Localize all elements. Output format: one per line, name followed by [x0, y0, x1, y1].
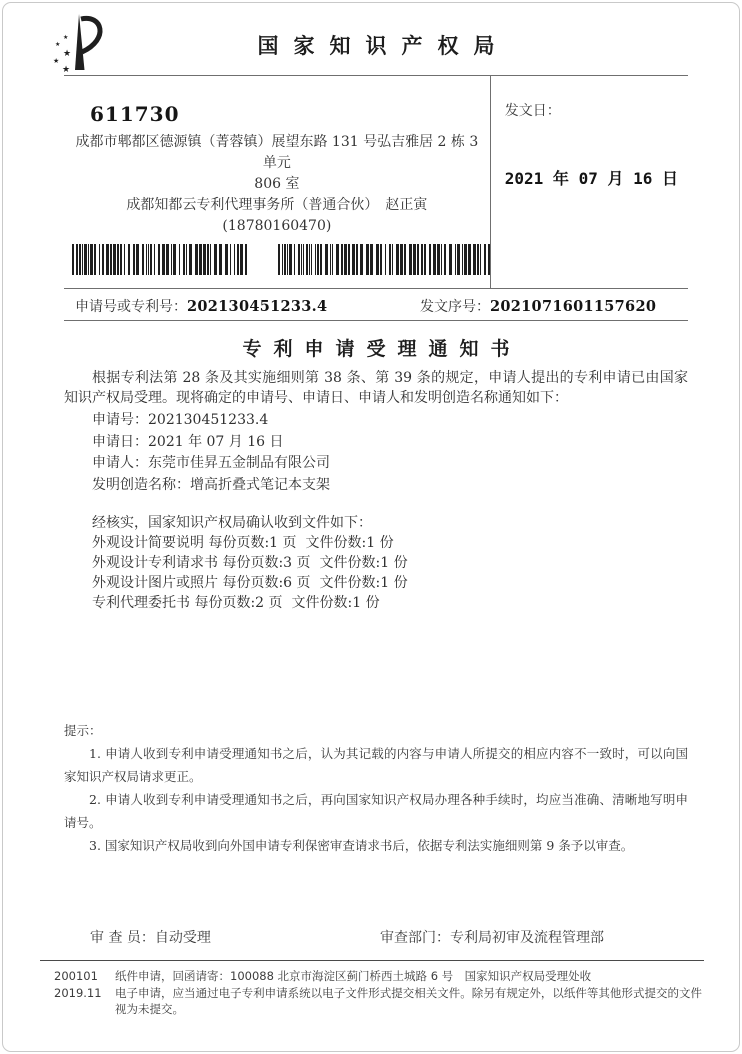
received-document-row — [92, 573, 688, 593]
pages-value: 3 页 — [283, 555, 311, 571]
dispatch-serial-value: 2021071601157620 — [490, 298, 657, 315]
copies-label: 文件份数: — [319, 555, 381, 571]
copies-label: 文件份数: — [291, 595, 353, 611]
notice-intro: 根据专利法第 28 条及其实施细则第 38 条、第 39 条的规定，申请人提出的专利申请已由国家知识产权局受理。现将确定的申请号、申请日、申请人和发明创造名称通知如下： — [64, 370, 688, 406]
field-label: 发明创造名称： — [92, 476, 190, 493]
dispatch-date-cell — [490, 76, 688, 288]
pages-value: 2 页 — [255, 595, 283, 611]
application-number-label: 申请号或专利号： — [75, 299, 187, 315]
hint-item-1: 1. 申请人收到专利申请受理通知书之后，认为其记载的内容与申请人所提交的相应内容不一致时，可以向国家知识产权局请求更正。 — [64, 746, 688, 784]
svg-text:★: ★ — [63, 34, 69, 41]
field-filing-date — [92, 432, 688, 454]
confirm-line: 经核实，国家知识产权局确认收到文件如下： — [92, 515, 372, 531]
hints-label: 提示： — [64, 723, 102, 738]
hint-item-2: 2. 申请人收到专利申请受理通知书之后，再向国家知识产权局办理各种手续时，均应当准确、清晰地写明申请号。 — [64, 792, 688, 830]
dispatch-serial-group — [420, 296, 656, 316]
postal-code: 611730 — [90, 102, 180, 126]
barcode-row — [72, 244, 490, 275]
svg-text:★: ★ — [55, 41, 61, 48]
barcode-left — [72, 244, 248, 275]
examiner-label: 审 查 员： — [90, 930, 155, 946]
recipient-cell — [64, 76, 490, 288]
svg-text:★: ★ — [62, 65, 71, 75]
application-number-value: 202130451233.4 — [187, 298, 328, 315]
application-number-row — [64, 289, 688, 321]
document-name: 专利代理委托书 — [92, 595, 190, 611]
electronic-filing-note: 电子申请，应当通过电子专利申请系统以电子文件形式提交相关文件。除另有规定外，以纸件等其他形式提交的文件视为未提交。 — [115, 985, 702, 1016]
department-value: 专利局初审及流程管理部 — [450, 930, 604, 946]
field-label: 申请号： — [92, 412, 148, 428]
received-document-row — [92, 553, 688, 573]
barcode-right — [278, 244, 490, 275]
agent-line: 成都知都云专利代理事务所（普通合伙） 赵正寅(18780160470) — [126, 197, 428, 234]
examiner-value: 自动受理 — [154, 930, 211, 946]
footer-rule — [40, 960, 704, 961]
field-value: 增高折叠式笔记本支架 — [190, 476, 330, 493]
dispatch-date-label: 发文日： — [504, 103, 561, 119]
application-number-group — [75, 296, 327, 316]
hint-item-3: 3. 国家知识产权局收到向外国申请专利保密审查请求书后，依据专利法实施细则第 9 条予以审查。 — [89, 838, 634, 853]
form-code: 200101 — [54, 969, 98, 983]
field-value: 东莞市佳昇五金制品有限公司 — [148, 455, 330, 471]
field-invention-title — [92, 475, 688, 497]
recipient-dispatch-table — [64, 76, 688, 289]
dispatch-serial-label: 发文序号： — [420, 299, 490, 315]
field-applicant — [92, 453, 688, 475]
cnipa-logo-icon — [50, 12, 112, 76]
document-header — [53, 0, 688, 75]
document-name: 外观设计图片或照片 — [92, 575, 218, 591]
footer-body — [54, 968, 702, 1018]
copies-value: 1 份 — [380, 555, 408, 571]
recipient-address — [64, 132, 490, 237]
copies-value: 1 份 — [352, 595, 380, 611]
pages-label: 每份页数: — [222, 555, 284, 571]
svg-text:★: ★ — [63, 49, 72, 59]
review-row — [64, 927, 688, 949]
pages-label: 每份页数: — [208, 535, 270, 551]
pages-label: 每份页数: — [222, 575, 284, 591]
field-label: 申请人： — [92, 455, 148, 471]
address-line-1: 成都市郫都区德源镇（菁蓉镇）展望东路 131 号弘吉雅居 2 栋 3 单元 — [75, 134, 479, 171]
copies-label: 文件份数: — [319, 575, 381, 591]
footer-section — [0, 960, 742, 1018]
document-name: 外观设计专利请求书 — [92, 555, 218, 571]
field-value: 202130451233.4 — [148, 412, 269, 428]
footer-text — [115, 968, 702, 1018]
notice-body — [64, 368, 688, 613]
department-group — [380, 927, 604, 947]
copies-label: 文件份数: — [305, 535, 367, 551]
department-label: 审查部门： — [380, 930, 450, 946]
field-value: 2021 年 07 月 16 日 — [148, 433, 284, 450]
copies-value: 1 份 — [380, 575, 408, 591]
dispatch-date-value: 2021 年 07 月 16 日 — [504, 169, 678, 188]
pages-value: 6 页 — [283, 575, 311, 591]
pages-value: 1 页 — [269, 535, 297, 551]
footer-codes — [54, 968, 115, 1018]
pages-label: 每份页数: — [194, 595, 256, 611]
copies-value: 1 份 — [366, 535, 394, 551]
svg-text:★: ★ — [53, 57, 60, 65]
document-name: 外观设计简要说明 — [92, 535, 204, 551]
notice-title: 专利申请受理通知书 — [242, 338, 522, 360]
address-line-2: 806 室 — [254, 176, 300, 192]
field-label: 申请日： — [92, 433, 148, 450]
form-version: 2019.11 — [54, 985, 102, 1000]
hints-section — [64, 719, 688, 857]
received-document-row — [92, 533, 688, 553]
examiner-group — [90, 927, 211, 947]
agency-title: 国家知识产权局 — [257, 33, 510, 58]
received-document-row — [92, 593, 688, 613]
field-application-number — [92, 410, 688, 432]
paper-filing-note: 纸件申请，回函请寄：100088 北京市海淀区蓟门桥西土城路 6 号 国家知识产权局受理处收 — [115, 969, 592, 983]
